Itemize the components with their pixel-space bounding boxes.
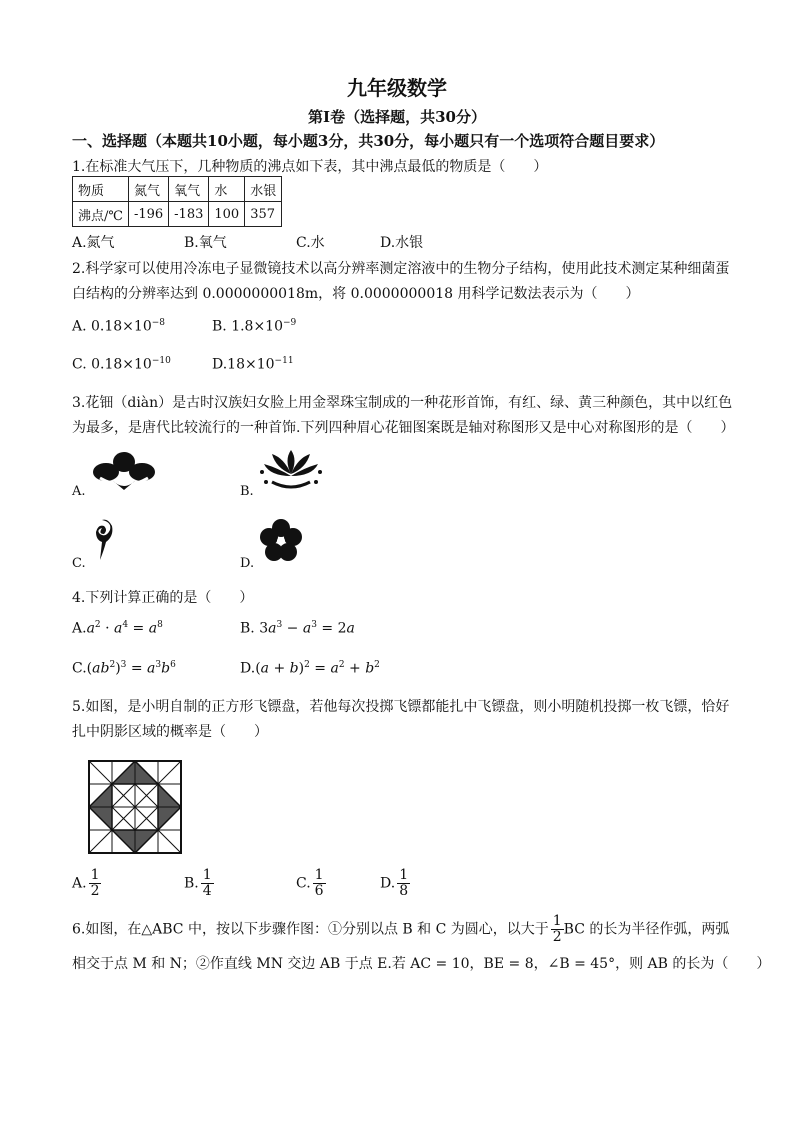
numerator: 1 xyxy=(314,867,324,883)
table-cell: 水 xyxy=(209,177,245,202)
denominator: 2 xyxy=(90,883,100,899)
numerator: 1 xyxy=(202,867,212,883)
numerator: 1 xyxy=(399,867,409,883)
page-subtitle: 第Ⅰ卷（选择题，共30分） xyxy=(308,108,486,126)
option-label: A. xyxy=(72,875,87,892)
q6-text-part: BC 的长为半径作弧，两弧 xyxy=(563,921,730,938)
exponent: −10 xyxy=(151,356,171,366)
q2-option-b xyxy=(212,318,296,335)
q1-option-b: B.氧气 xyxy=(184,235,227,251)
q3-label-a: A. xyxy=(72,484,86,499)
q5-option-d xyxy=(380,868,410,899)
q3-label-d: D. xyxy=(240,556,255,571)
option-label: C. xyxy=(72,660,87,677)
q5-line2: 扎中阴影区域的概率是（ ） xyxy=(72,724,268,740)
option-text: C. 0.18×10 xyxy=(72,356,152,373)
table-cell: 100 xyxy=(209,202,245,227)
q6-line2: 相交于点 M 和 N；②作直线 MN 交边 AB 于点 E.若 AC = 10，BE = 8，∠B = 45°，则 AB 的长为（ ） xyxy=(72,956,771,972)
exponent: −11 xyxy=(274,356,294,366)
q4-option-a: $A.a^2 \cdot a^4 = a^8$ xyxy=(72,620,163,637)
option-text: D.18×10 xyxy=(212,356,275,373)
q4-option-d: $D.(a + b)^2 = a^2 + b^2$ xyxy=(240,660,380,677)
table-cell: 氧气 xyxy=(169,177,209,202)
option-label: B. xyxy=(240,620,255,637)
q3-line2: 为最多，是唐代比较流行的一种首饰.下列四种眉心花钿图案既是轴对称图形又是中心对称图形的是（ ） xyxy=(72,420,735,436)
q3-label-b: B. xyxy=(240,484,254,499)
lotus-pattern-b-icon xyxy=(258,446,324,494)
q4-option-b: B. $3a^3 - a^3 = 2a$ xyxy=(240,620,355,637)
q5-option-b xyxy=(184,868,214,899)
q4-text: 4.下列计算正确的是（ ） xyxy=(72,590,254,606)
table-cell: 水银 xyxy=(245,177,282,202)
table-cell: 沸点/℃ xyxy=(73,202,129,227)
q5-option-c xyxy=(296,868,326,899)
denominator: 2 xyxy=(552,929,562,945)
boiling-point-table xyxy=(72,176,282,227)
q1-option-d: D.水银 xyxy=(380,235,424,251)
table-row xyxy=(73,177,282,202)
option-text: B. 1.8×10 xyxy=(212,318,283,335)
q3-label-c: C. xyxy=(72,556,86,571)
q5-option-a xyxy=(72,868,101,899)
section-heading: 一、选择题（本题共10小题，每小题3分，共30分，每小题只有一个选项符合题目要求） xyxy=(72,132,665,150)
table-cell: -196 xyxy=(128,202,168,227)
table-cell: 物质 xyxy=(73,177,129,202)
q3-line1: 3.花钿（diàn）是古时汉族妇女脸上用金翠珠宝制成的一种花形首饰，有红、绿、黄三种颜色，其中以红色 xyxy=(72,395,733,411)
table-cell: 357 xyxy=(245,202,282,227)
numerator: 1 xyxy=(90,867,100,883)
q2-option-a xyxy=(72,318,165,335)
dartboard-figure xyxy=(88,760,182,854)
option-text: A. 0.18×10 xyxy=(72,318,152,335)
option-label: C. xyxy=(296,875,311,892)
option-label: D. xyxy=(380,875,396,892)
q6-line1 xyxy=(72,914,729,945)
q1-option-c: C.水 xyxy=(296,235,325,251)
page-title: 九年级数学 xyxy=(347,76,447,100)
q5-line1: 5.如图，是小明自制的正方形飞镖盘，若他每次投掷飞镖都能扎中飞镖盘，则小明随机投掷一枚飞镖，恰好 xyxy=(72,699,730,715)
denominator: 8 xyxy=(399,883,409,899)
q2-option-d xyxy=(212,356,294,373)
option-label: A. xyxy=(72,620,87,637)
table-cell: -183 xyxy=(169,202,209,227)
table-cell: 氮气 xyxy=(128,177,168,202)
exponent: −8 xyxy=(151,318,166,328)
flower-pattern-a-icon xyxy=(90,448,158,494)
q2-line1: 2.科学家可以使用冷冻电子显微镜技术以高分辨率测定溶液中的生物分子结构，使用此技术测定某种细菌蛋 xyxy=(72,261,730,277)
q1-text: 1.在标准大气压下，几种物质的沸点如下表，其中沸点最低的物质是（ ） xyxy=(72,159,548,175)
option-label: B. xyxy=(184,875,199,892)
plum-blossom-pattern-d-icon xyxy=(258,518,304,564)
q1-option-a: A.氮气 xyxy=(72,235,115,251)
option-label: D. xyxy=(240,660,256,677)
q2-option-c xyxy=(72,356,171,373)
numerator: 1 xyxy=(552,913,562,929)
q4-option-c: $C.(ab^2)^3 = a^3b^6$ xyxy=(72,660,176,677)
denominator: 4 xyxy=(202,883,212,899)
swirl-pattern-c-icon xyxy=(88,516,118,564)
exponent: −9 xyxy=(283,318,297,328)
q2-line2: 白结构的分辨率达到 0.0000000018m，将 0.0000000018 用科学记数法表示为（ ） xyxy=(72,286,640,302)
q6-text-part: 6.如图，在△ABC 中，按以下步骤作图：①分别以点 B 和 C 为圆心，以大于 xyxy=(72,921,549,938)
table-row xyxy=(73,202,282,227)
denominator: 6 xyxy=(314,883,324,899)
